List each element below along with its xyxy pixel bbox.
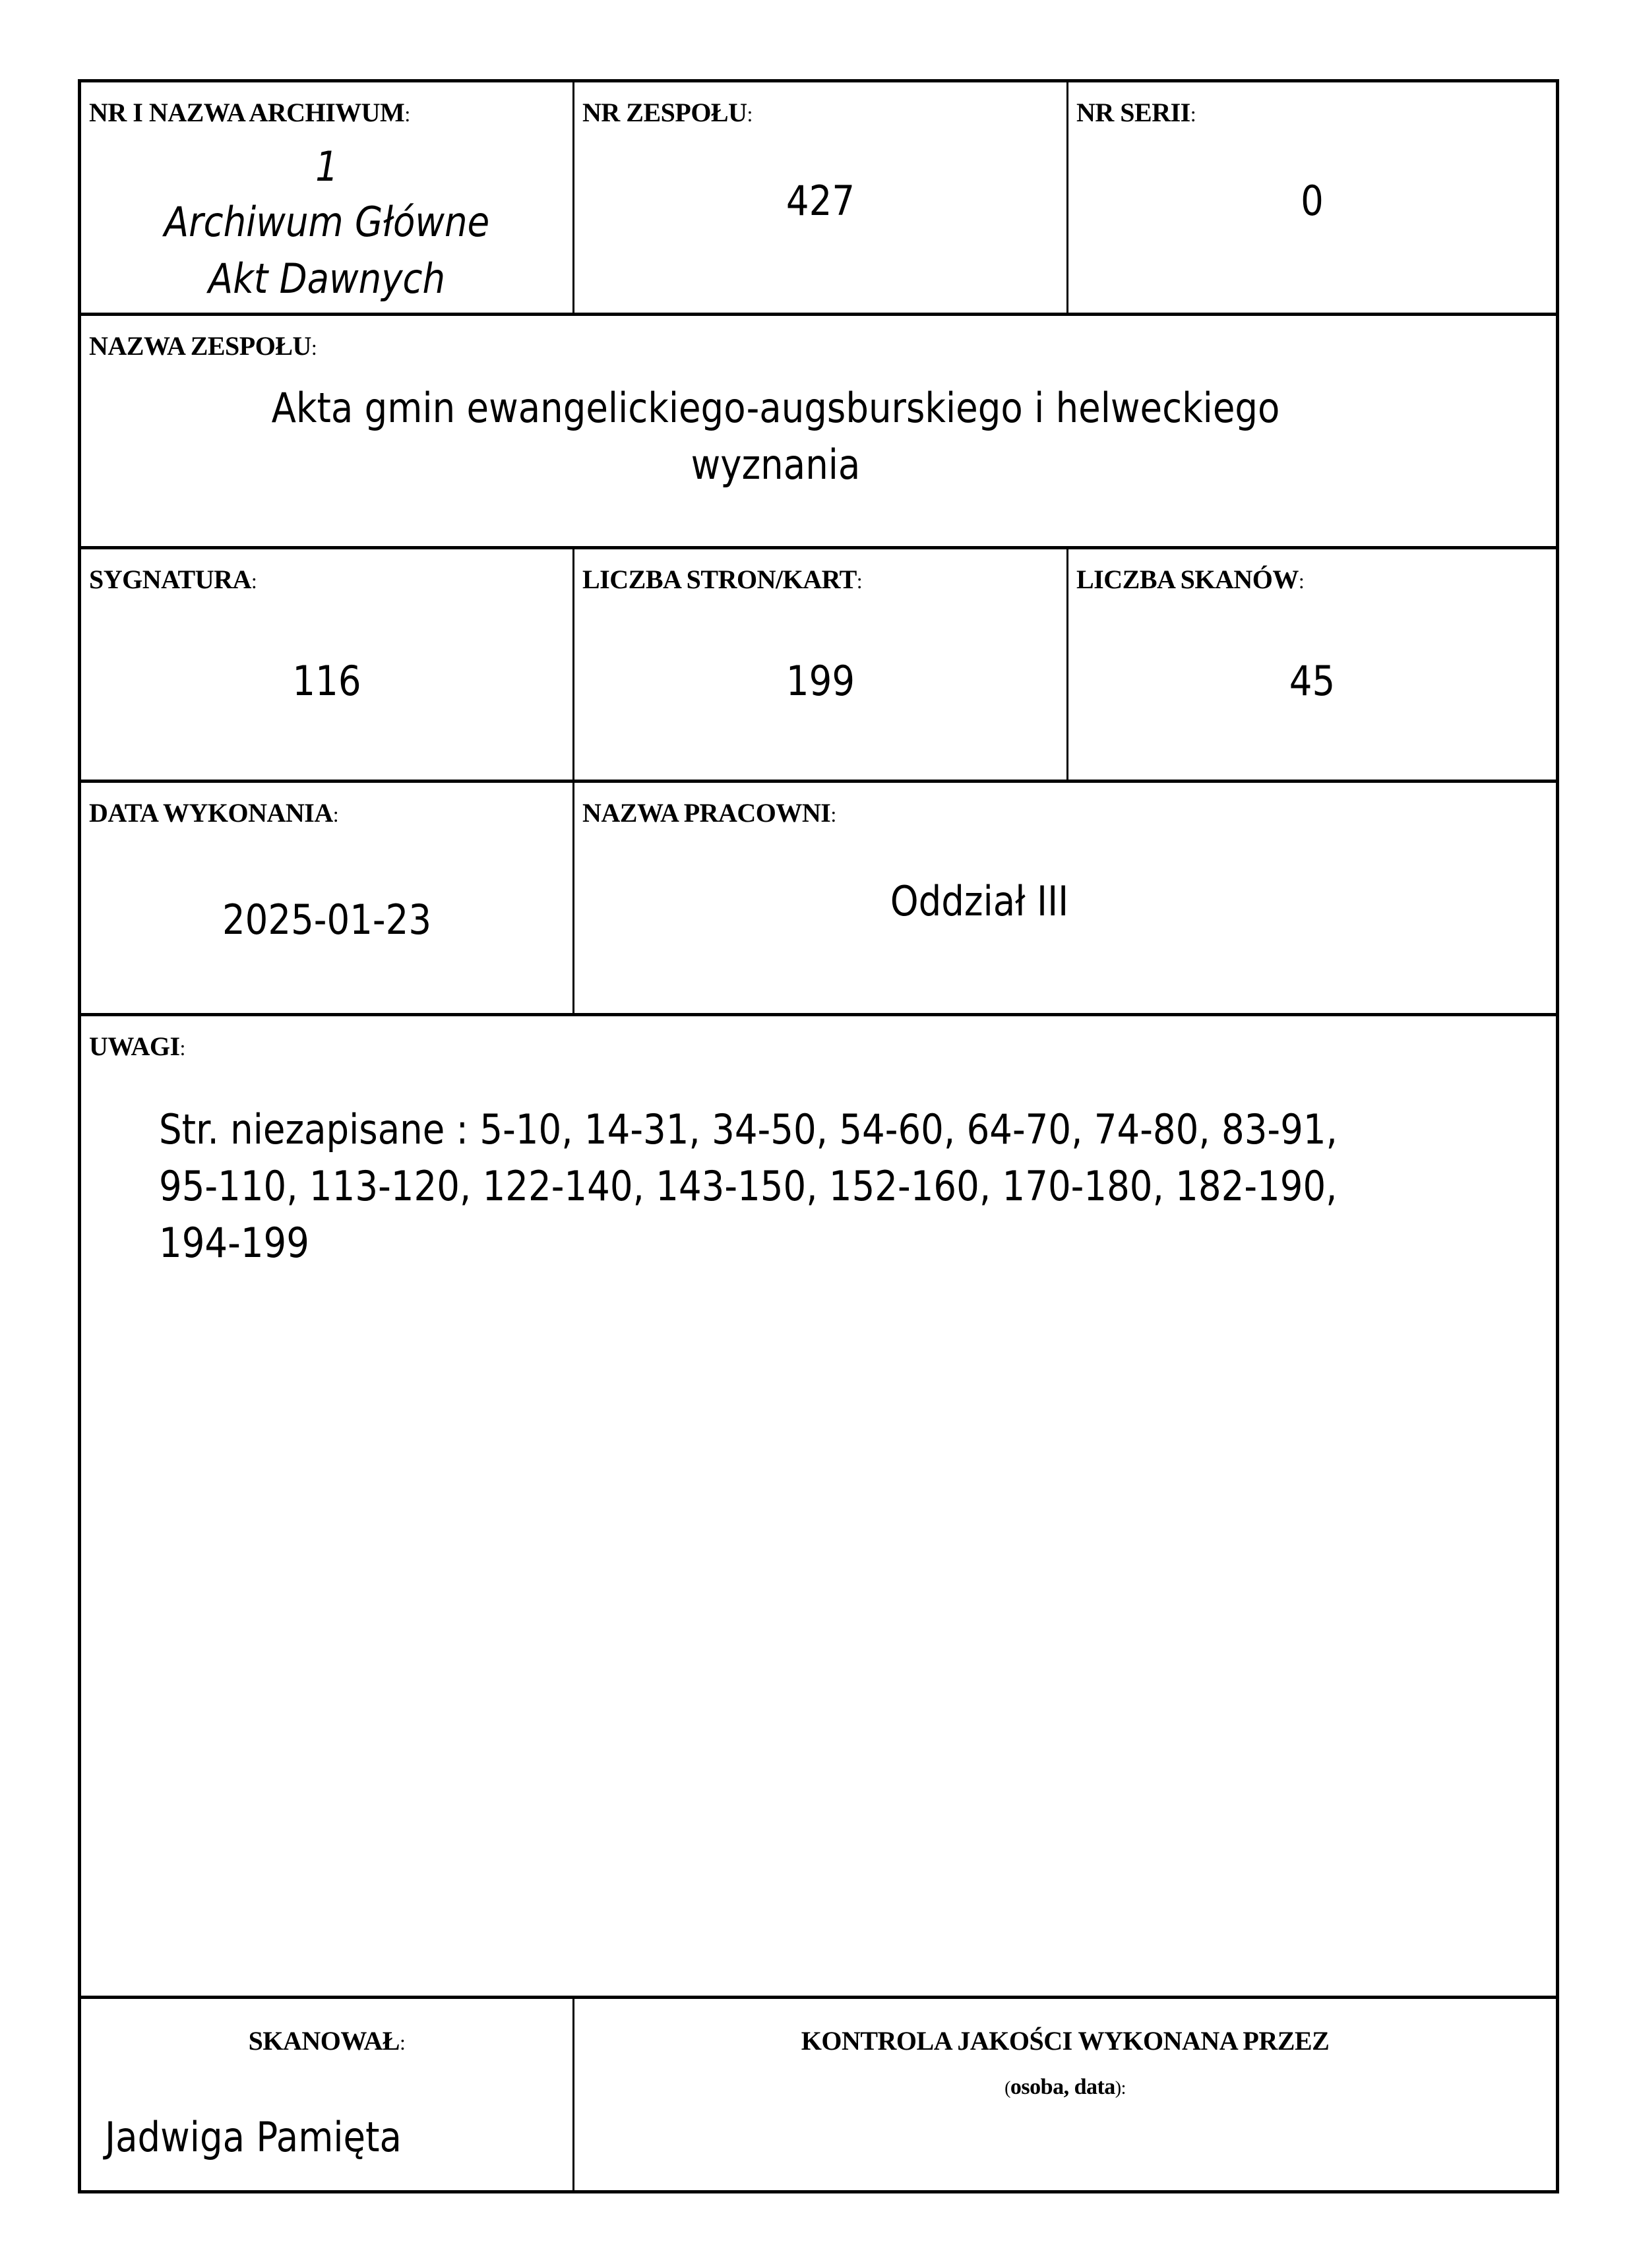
cell-pages (572, 549, 1066, 780)
cell-scanned-by (81, 1999, 572, 2190)
archive-name-line2: Akt Dawnych (208, 255, 446, 303)
cell-workshop (572, 783, 1556, 1013)
colon: : (830, 803, 836, 826)
colon: : (179, 1036, 185, 1060)
colon: : (1298, 569, 1305, 593)
quality-control-sublabel-text: osoba, data (1010, 2075, 1115, 2099)
cell-signature (81, 549, 572, 780)
archive-number: 1 (315, 142, 338, 191)
notes-line1: Str. niezapisane : 5-10, 14-31, 34-50, 54-60, 64-70, 74-80, 83-91, (159, 1105, 1338, 1153)
quality-control-label: KONTROLA JAKOŚCI WYKONANA PRZEZ (801, 2026, 1330, 2056)
scanned-by-label-text: SKANOWAŁ (248, 2026, 400, 2056)
workshop-value: Oddział III (890, 877, 1069, 925)
signature-label (89, 564, 257, 595)
cell-team-name (81, 316, 1556, 546)
series-number-label-text: NR SERII (1076, 98, 1190, 127)
cell-quality-control (572, 1999, 1556, 2190)
scans-value: 45 (1289, 657, 1336, 705)
notes-label-text: UWAGI (89, 1031, 180, 1061)
colon: : (856, 569, 863, 593)
cell-date (81, 783, 572, 1013)
row-notes (81, 1016, 1556, 1999)
archive-label-text: NR I NAZWA ARCHIWUM (89, 98, 405, 127)
row-archive (81, 82, 1556, 316)
archive-label (89, 97, 410, 128)
quality-control-sublabel (574, 2075, 1556, 2100)
scanned-by-value: Jadwiga Pamięta (105, 2113, 402, 2161)
date-label (89, 797, 338, 828)
paren-open: ( (1004, 2078, 1010, 2099)
colon: : (1121, 2078, 1126, 2099)
row-date-workshop (81, 783, 1556, 1016)
team-name-label-text: NAZWA ZESPOŁU (89, 331, 311, 361)
scanned-by-label (81, 2025, 572, 2056)
cell-notes (81, 1016, 1556, 1996)
team-name-label (89, 330, 317, 361)
notes-line2: 95-110, 113-120, 122-140, 143-150, 152-160, 170-180, 182-190, (159, 1162, 1338, 1210)
pages-label (582, 564, 862, 595)
date-label-text: DATA WYKONANIA (89, 798, 333, 828)
team-number-label-text: NR ZESPOŁU (582, 98, 747, 127)
signature-label-text: SYGNATURA (89, 565, 251, 594)
scans-label (1076, 564, 1304, 595)
archive-metrics-form (78, 79, 1559, 2193)
row-sign-off (81, 1999, 1556, 2190)
cell-scans (1066, 549, 1556, 780)
row-counts (81, 549, 1556, 783)
cell-archive (81, 82, 572, 313)
cell-series-number (1066, 82, 1556, 313)
colon: : (404, 102, 410, 126)
colon: : (311, 336, 317, 359)
pages-value: 199 (786, 657, 855, 705)
date-value: 2025-01-23 (222, 896, 432, 944)
row-team-name (81, 316, 1556, 549)
colon: : (747, 102, 753, 126)
series-number-value: 0 (1301, 177, 1324, 225)
paren-close: ) (1115, 2078, 1121, 2099)
notes-line3: 194-199 (159, 1219, 309, 1267)
pages-label-text: LICZBA STRON/KART (582, 565, 857, 594)
colon: : (332, 803, 339, 826)
workshop-label-text: NAZWA PRACOWNI (582, 798, 831, 828)
team-name-line1: Akta gmin ewangelickiego-augsburskiego i helweckiego (271, 384, 1280, 432)
colon: : (251, 569, 257, 593)
notes-label (89, 1031, 185, 1062)
scans-label-text: LICZBA SKANÓW (1076, 565, 1299, 594)
team-number-value: 427 (786, 177, 855, 225)
team-name-line2: wyznania (691, 441, 861, 489)
colon: : (1190, 102, 1196, 126)
cell-team-number (572, 82, 1066, 313)
workshop-label (582, 797, 836, 828)
series-number-label (1076, 97, 1196, 128)
colon: : (400, 2031, 406, 2054)
archive-name-line1: Archiwum Główne (164, 198, 490, 246)
team-number-label (582, 97, 753, 128)
signature-value: 116 (292, 657, 361, 705)
